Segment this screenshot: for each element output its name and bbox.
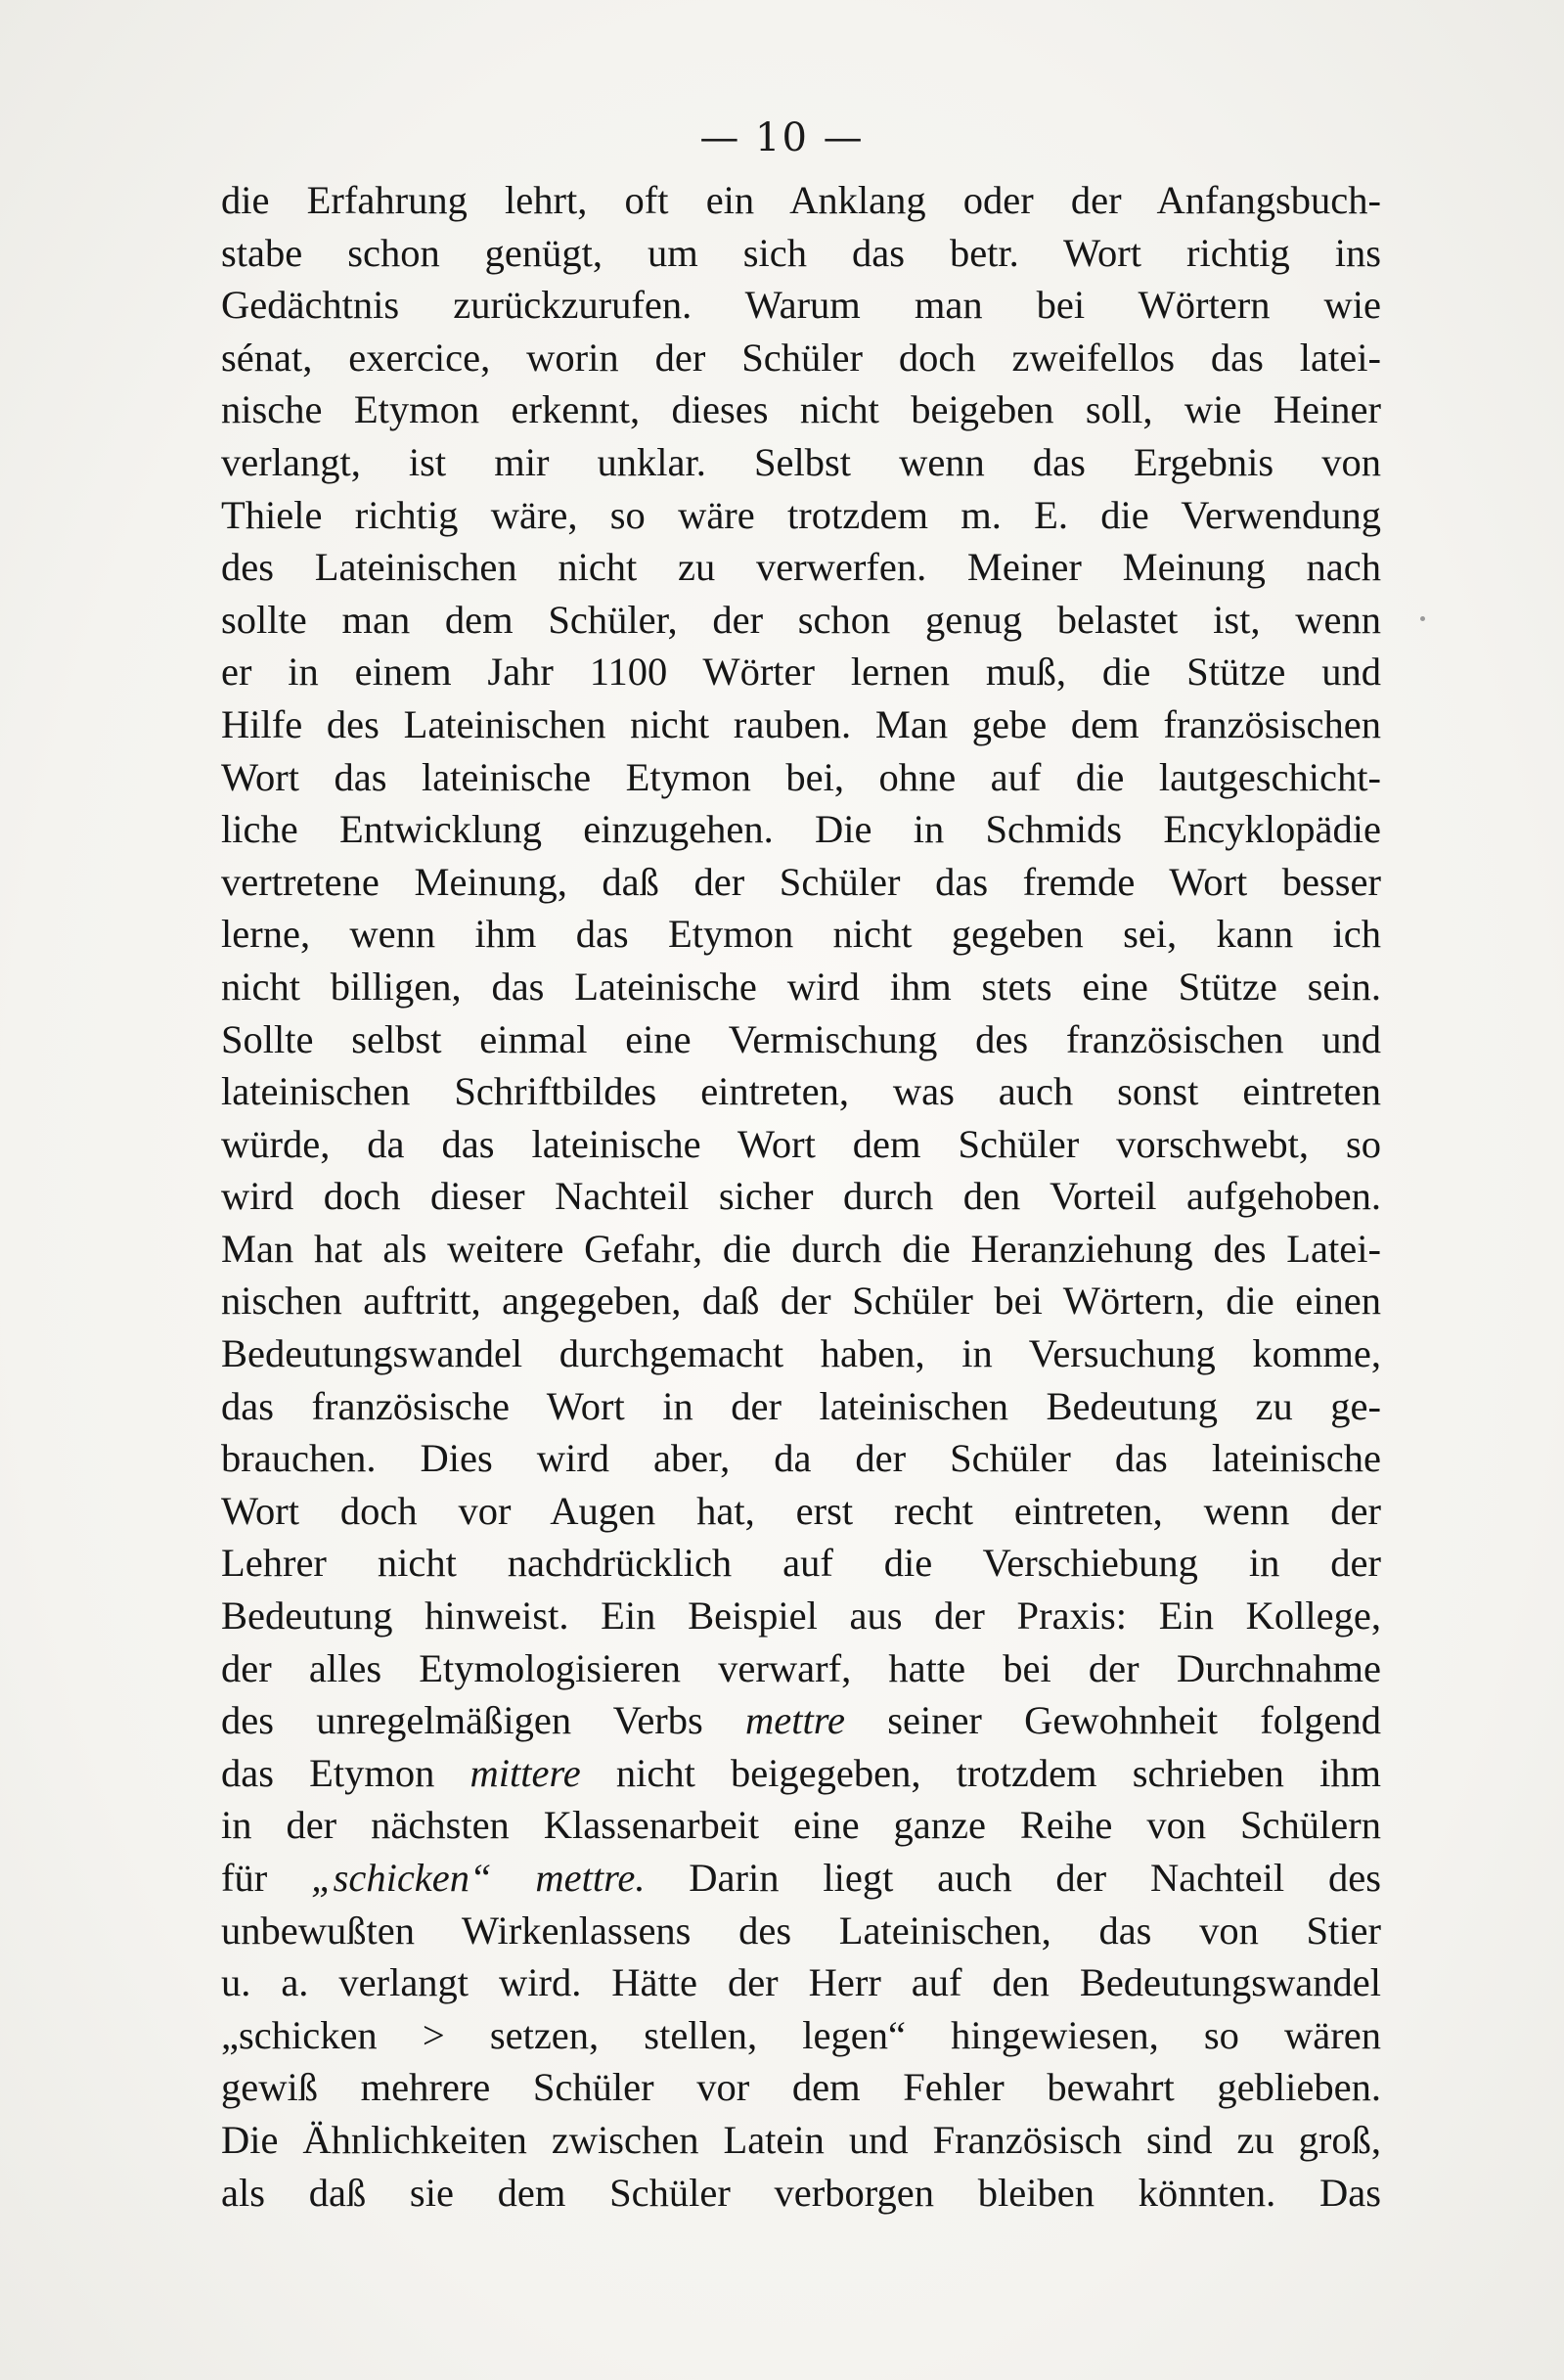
text-line [221, 1275, 1381, 1327]
line-text: sollte man dem Schüler, der schon genug belastet ist, wenn [221, 597, 1381, 642]
line-text: würde, da das lateinische Wort dem Schüler vorschwebt, so [221, 1121, 1381, 1166]
line-text: sénat, exercice, worin der Schüler doch zweifellos das latei- [221, 335, 1381, 380]
text-line [221, 594, 1381, 647]
text-line [221, 1013, 1381, 1066]
text-line [221, 1118, 1381, 1171]
text-line [221, 908, 1381, 961]
line-text: Bedeutung hinweist. Ein Beispiel aus der Praxis: Ein Kollege, [221, 1594, 1381, 1639]
text-line [221, 279, 1381, 332]
italic-text: mettre [745, 1698, 845, 1743]
text-line [221, 646, 1381, 698]
line-text: das Etymon [221, 1750, 470, 1795]
line-text: wird doch dieser Nachteil sicher durch den Vorteil aufgehoben. [221, 1174, 1381, 1219]
text-line [221, 1432, 1381, 1485]
text-line [221, 2114, 1381, 2167]
line-text: gewiß mehrere Schüler vor dem Fehler bewahrt geblieben. [221, 2065, 1381, 2110]
line-text: Hilfe des Lateinischen nicht rauben. Man gebe dem französischen [221, 701, 1381, 746]
line-text: des unregelmäßigen Verbs [221, 1698, 746, 1743]
page-number: — 10 — [699, 115, 865, 160]
line-text: nicht beigegeben, trotzdem schrieben ihm [580, 1750, 1382, 1795]
line-text: Man hat als weitere Gefahr, die durch die Heranziehung des Latei- [221, 1226, 1381, 1271]
text-line [221, 489, 1381, 542]
text-line [221, 1485, 1381, 1538]
text-line [221, 1852, 1381, 1905]
text-line [221, 2061, 1381, 2114]
text-line [221, 1905, 1381, 1957]
text-line [221, 1170, 1381, 1223]
line-text: lateinischen Schriftbildes eintreten, was auch sonst eintreten [221, 1069, 1381, 1114]
text-line [221, 1327, 1381, 1380]
text-line [221, 1747, 1381, 1800]
line-text: Wort doch vor Augen hat, erst recht eintreten, wenn der [221, 1488, 1381, 1533]
line-text: vertretene Meinung, daß der Schüler das fremde Wort besser [221, 859, 1381, 904]
line-text: verlangt, ist mir unklar. Selbst wenn das Ergebnis von [221, 439, 1381, 484]
line-text: Gedächtnis zurückzurufen. Warum man bei Wörtern wie [221, 283, 1381, 328]
text-line [221, 1799, 1381, 1852]
line-text: nicht billigen, das Lateinische wird ihm stets eine Stütze sein. [221, 964, 1381, 1009]
text-line [221, 1642, 1381, 1695]
line-text: brauchen. Dies wird aber, da der Schüler das lateinische [221, 1436, 1381, 1481]
italic-text: mittere [469, 1750, 581, 1795]
text-line [221, 332, 1381, 384]
text-line [221, 227, 1381, 280]
text-line [221, 803, 1381, 856]
text-line [221, 751, 1381, 804]
text-line [221, 541, 1381, 594]
line-text: Sollte selbst einmal eine Vermischung des französischen und [221, 1016, 1381, 1061]
line-text: das französische Wort in der lateinischen Bedeutung zu ge- [221, 1383, 1381, 1428]
line-text: u. a. verlangt wird. Hätte der Herr auf den Bedeutungswandel [221, 1960, 1381, 2005]
line-text: Thiele richtig wäre, so wäre trotzdem m. E. die Verwendung [221, 492, 1381, 537]
text-line [221, 961, 1381, 1013]
line-text: Die Ähnlichkeiten zwischen Latein und Französisch sind zu groß, [221, 2117, 1381, 2162]
line-text: der alles Etymologisieren verwarf, hatte bei der Durchnahme [221, 1645, 1381, 1690]
line-text: in der nächsten Klassenarbeit eine ganze Reihe von Schülern [221, 1803, 1381, 1848]
line-text: er in einem Jahr 1100 Wörter lernen muß, die Stütze und [221, 650, 1381, 695]
text-line [221, 174, 1381, 227]
line-text: Darin liegt auch der Nachteil des [645, 1856, 1381, 1900]
line-text: stabe schon genügt, um sich das betr. Wort richtig ins [221, 230, 1381, 275]
line-text: unbewußten Wirkenlassens des Lateinischen, das von Stier [221, 1908, 1381, 1953]
text-line [221, 383, 1381, 436]
text-line [221, 436, 1381, 489]
line-text: die Erfahrung lehrt, oft ein Anklang oder der Anfangsbuch- [221, 178, 1381, 222]
text-line [221, 2009, 1381, 2062]
text-line [221, 1223, 1381, 1276]
line-text: nischen auftritt, angegeben, daß der Schüler bei Wörtern, die einen [221, 1279, 1381, 1324]
paper-speck [1420, 616, 1425, 621]
line-text: lerne, wenn ihm das Etymon nicht gegeben sei, kann ich [221, 912, 1381, 957]
text-line [221, 1590, 1381, 1642]
text-line [221, 1065, 1381, 1118]
text-line [221, 1956, 1381, 2009]
line-text: Lehrer nicht nachdrücklich auf die Verschiebung in der [221, 1541, 1381, 1586]
body-text [221, 174, 1381, 2219]
line-text: liche Entwicklung einzugehen. Die in Schmids Encyklopädie [221, 807, 1381, 852]
text-line [221, 1537, 1381, 1590]
line-text: nische Etymon erkennt, dieses nicht beigeben soll, wie Heiner [221, 387, 1381, 432]
text-line [221, 1694, 1381, 1747]
line-text: Wort das lateinische Etymon bei, ohne auf die lautgeschicht- [221, 754, 1381, 799]
line-text: als daß sie dem Schüler verborgen bleiben könnten. Das [221, 2170, 1381, 2215]
line-text: Bedeutungswandel durchgemacht haben, in Versuchung komme, [221, 1331, 1381, 1376]
line-text: seiner Gewohnheit folgend [845, 1698, 1382, 1743]
line-text: für [221, 1856, 312, 1900]
line-text: des Lateinischen nicht zu verwerfen. Meiner Meinung nach [221, 545, 1381, 590]
text-line [221, 2167, 1381, 2220]
text-line [221, 856, 1381, 909]
line-text: „schicken > setzen, stellen, legen“ hingewiesen, so wären [221, 2012, 1381, 2057]
text-line [221, 1380, 1381, 1433]
text-line [221, 698, 1381, 751]
italic-text: „schicken“ mettre. [311, 1856, 646, 1900]
